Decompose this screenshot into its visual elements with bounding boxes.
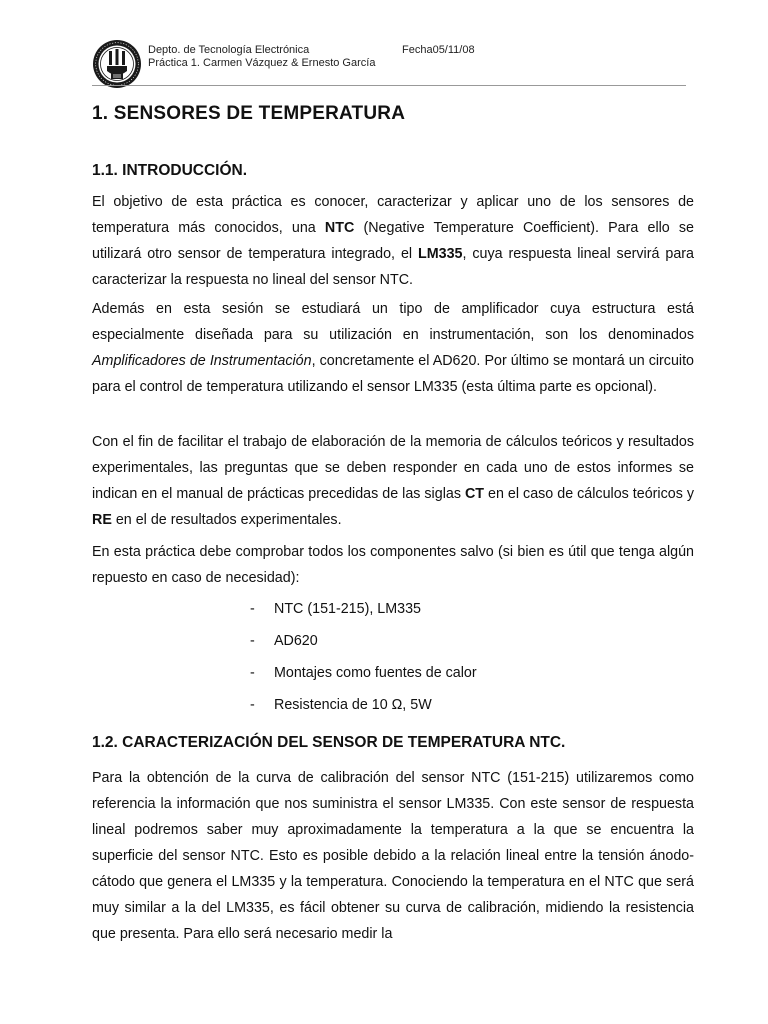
text-run: El objetivo de esta práctica es conocer, caracterizar y aplicar uno de los sensores de temperatura más conocidos, una xyxy=(92,194,694,236)
text-run: , concretamente el AD620. Por último se montará un circuito para el control de temperatura utilizando el sensor LM335 (esta última parte es opcional). xyxy=(92,353,695,395)
section-heading-caracterizacion: 1.2. CARACTERIZACIÓN DEL SENSOR DE TEMPERATURA NTC. xyxy=(92,734,566,751)
list-item-text: Montajes como fuentes de calor xyxy=(274,665,477,681)
term-amplificadores: Amplificadores de Instrumentación xyxy=(92,353,312,369)
list-dash: - xyxy=(250,665,255,681)
paragraph-amplificador xyxy=(92,296,694,400)
list-dash: - xyxy=(250,697,255,713)
term-lm335: LM335 xyxy=(418,246,463,262)
document-title: 1. SENSORES DE TEMPERATURA xyxy=(92,103,406,124)
term-ntc: NTC xyxy=(324,220,355,236)
term-re: RE xyxy=(92,512,112,528)
header-department: Depto. de Tecnología Electrónica xyxy=(148,44,310,56)
university-seal-icon xyxy=(92,39,142,89)
list-dash: - xyxy=(250,601,255,617)
paragraph-objetivo xyxy=(92,189,694,293)
list-item-text: NTC (151-215), LM335 xyxy=(274,601,422,617)
paragraph-memoria xyxy=(92,429,694,533)
list-dash: - xyxy=(250,633,255,649)
text-run: en el caso de cálculos teóricos y xyxy=(484,486,694,502)
paragraph-componentes: En esta práctica debe comprobar todos los componentes salvo (si bien es útil que tenga algún repuesto en caso de necesidad): xyxy=(92,544,694,586)
text-run: en el de resultados experimentales. xyxy=(111,512,342,528)
term-ct: CT xyxy=(464,486,485,502)
list-item-text: Resistencia de 10 Ω, 5W xyxy=(274,697,432,713)
header-subtitle: Práctica 1. Carmen Vázquez & Ernesto García xyxy=(148,57,376,69)
text-run: Con el fin de facilitar el trabajo de elaboración de la memoria de cálculos teóricos y resultados experimentales, las preguntas que se deben responder en cada uno de estos informes se indican en el manual de prácticas precedidas de las siglas xyxy=(92,434,694,502)
text-run: (Negative Temperature Coefficient). Para ello se utilizará otro sensor de temperatura integrado, el xyxy=(92,220,694,262)
header-date: Fecha05/11/08 xyxy=(402,44,475,56)
text-run: Además en esta sesión se estudiará un tipo de amplificador cuya estructura está especialmente diseñada para su utilización en instrumentación, son los denominados xyxy=(92,301,694,343)
text-run: , cuya respuesta lineal servirá para caracterizar la respuesta no lineal del sensor NTC. xyxy=(92,246,694,288)
header-divider xyxy=(92,85,686,86)
section-heading-introduccion: 1.1. INTRODUCCIÓN. xyxy=(92,162,248,179)
list-item-text: AD620 xyxy=(274,633,318,649)
paragraph-calibracion: Para la obtención de la curva de calibración del sensor NTC (151-215) utilizaremos como referencia la información que nos suministra el sensor LM335. Con este sensor de respuesta lineal podremos saber muy aproximadamente la temperatura a la que se encuentra la superficie del sensor NTC. Esto es posible debido a la relación lineal entre la tensión ánodo-cátodo que genera el LM335 y la temperatura. Conociendo la temperatura en el NTC que será muy similar a la del LM335, es fácil obtener su curva de calibración, midiendo la resistencia que presenta. Para ello será necesario medir la xyxy=(92,770,694,942)
